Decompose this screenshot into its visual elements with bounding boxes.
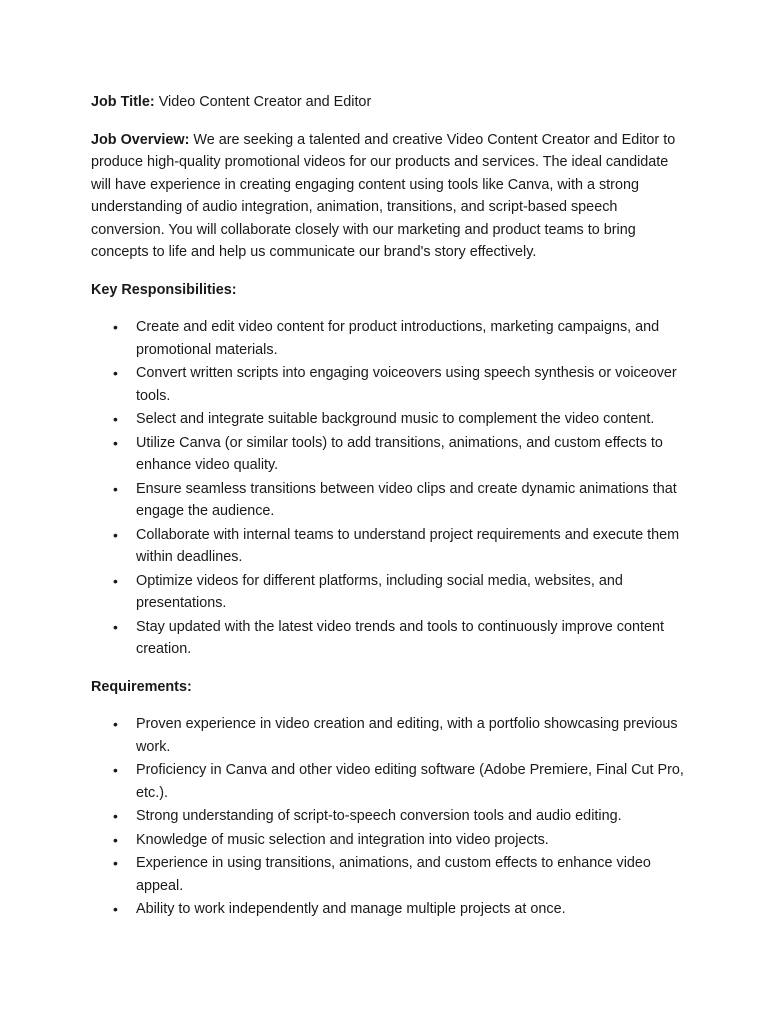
bullet-icon: •: [113, 762, 118, 778]
bullet-icon: •: [113, 411, 118, 427]
list-item: [91, 362, 686, 407]
list-item-text: Create and edit video content for product introductions, marketing campaigns, and promotional materials.: [136, 319, 660, 358]
list-item: [91, 852, 686, 897]
bullet-icon: •: [113, 319, 118, 335]
list-item: [91, 408, 686, 431]
job-title-paragraph: [91, 91, 686, 114]
bullet-icon: •: [113, 434, 118, 451]
bullet-icon: •: [113, 526, 118, 543]
key-responsibilities-heading: Key Responsibilities:: [91, 281, 237, 298]
bullet-icon: •: [113, 901, 118, 917]
list-item-text: Strong understanding of script-to-speech conversion tools and audio editing.: [136, 808, 622, 824]
list-item-text: Experience in using transitions, animations, and custom effects to enhance video appeal.: [136, 855, 651, 894]
list-item: [91, 616, 686, 661]
list-item-text: Proven experience in video creation and editing, with a portfolio showcasing previous work.: [136, 716, 678, 755]
list-item-text: Utilize Canva (or similar tools) to add transitions, animations, and custom effects to enhance video quality.: [136, 434, 663, 473]
bullet-icon: •: [113, 365, 118, 381]
document-page: [91, 91, 686, 936]
requirements-heading: Requirements:: [91, 678, 192, 695]
bullet-icon: •: [113, 572, 118, 589]
job-title-label: Job Title:: [91, 94, 155, 110]
list-item: [91, 432, 686, 477]
list-item: [91, 524, 686, 569]
bullet-icon: •: [113, 808, 118, 824]
job-overview-text: We are seeking a talented and creative Video Content Creator and Editor to produce high-quality promotional videos for our products and services. The ideal candidate will have experience in creating engaging content using tools like Canva, with a strong understanding of audio integration, animation, transitions, and script-based speech conversion. You will collaborate closely with our marketing and product teams to bring concepts to life and help us communicate our brand's story effectively.: [91, 131, 676, 260]
list-item: [91, 478, 686, 523]
list-item: [91, 713, 686, 758]
list-item-text: Ensure seamless transitions between video clips and create dynamic animations that engage the audience.: [136, 480, 677, 519]
list-item-text: Proficiency in Canva and other video editing software (Adobe Premiere, Final Cut Pro, etc.).: [136, 762, 684, 801]
list-item: [91, 759, 686, 804]
requirements-list: [91, 713, 686, 921]
list-item-text: Convert written scripts into engaging voiceovers using speech synthesis or voiceover tools.: [136, 365, 677, 404]
bullet-icon: •: [113, 831, 118, 848]
list-item: [91, 829, 686, 852]
list-item: [91, 805, 686, 828]
bullet-icon: •: [113, 855, 118, 871]
list-item-text: Collaborate with internal teams to understand project requirements and execute them within deadlines.: [136, 526, 680, 565]
key-responsibilities-list: [91, 316, 686, 661]
list-item: [91, 570, 686, 615]
list-item-text: Ability to work independently and manage multiple projects at once.: [136, 901, 566, 917]
bullet-icon: •: [113, 480, 118, 497]
list-item-text: Select and integrate suitable background music to complement the video content.: [136, 411, 655, 427]
list-item-text: Optimize videos for different platforms, including social media, websites, and presentations.: [136, 572, 623, 611]
bullet-icon: •: [113, 716, 118, 732]
list-item-text: Knowledge of music selection and integration into video projects.: [136, 831, 549, 848]
job-title-value: Video Content Creator and Editor: [158, 94, 372, 110]
job-overview-label: Job Overview:: [91, 131, 190, 148]
job-overview-paragraph: [91, 129, 686, 264]
list-item-text: Stay updated with the latest video trends and tools to continuously improve content creation.: [136, 618, 664, 657]
list-item: [91, 898, 686, 921]
bullet-icon: •: [113, 618, 118, 635]
list-item: [91, 316, 686, 361]
